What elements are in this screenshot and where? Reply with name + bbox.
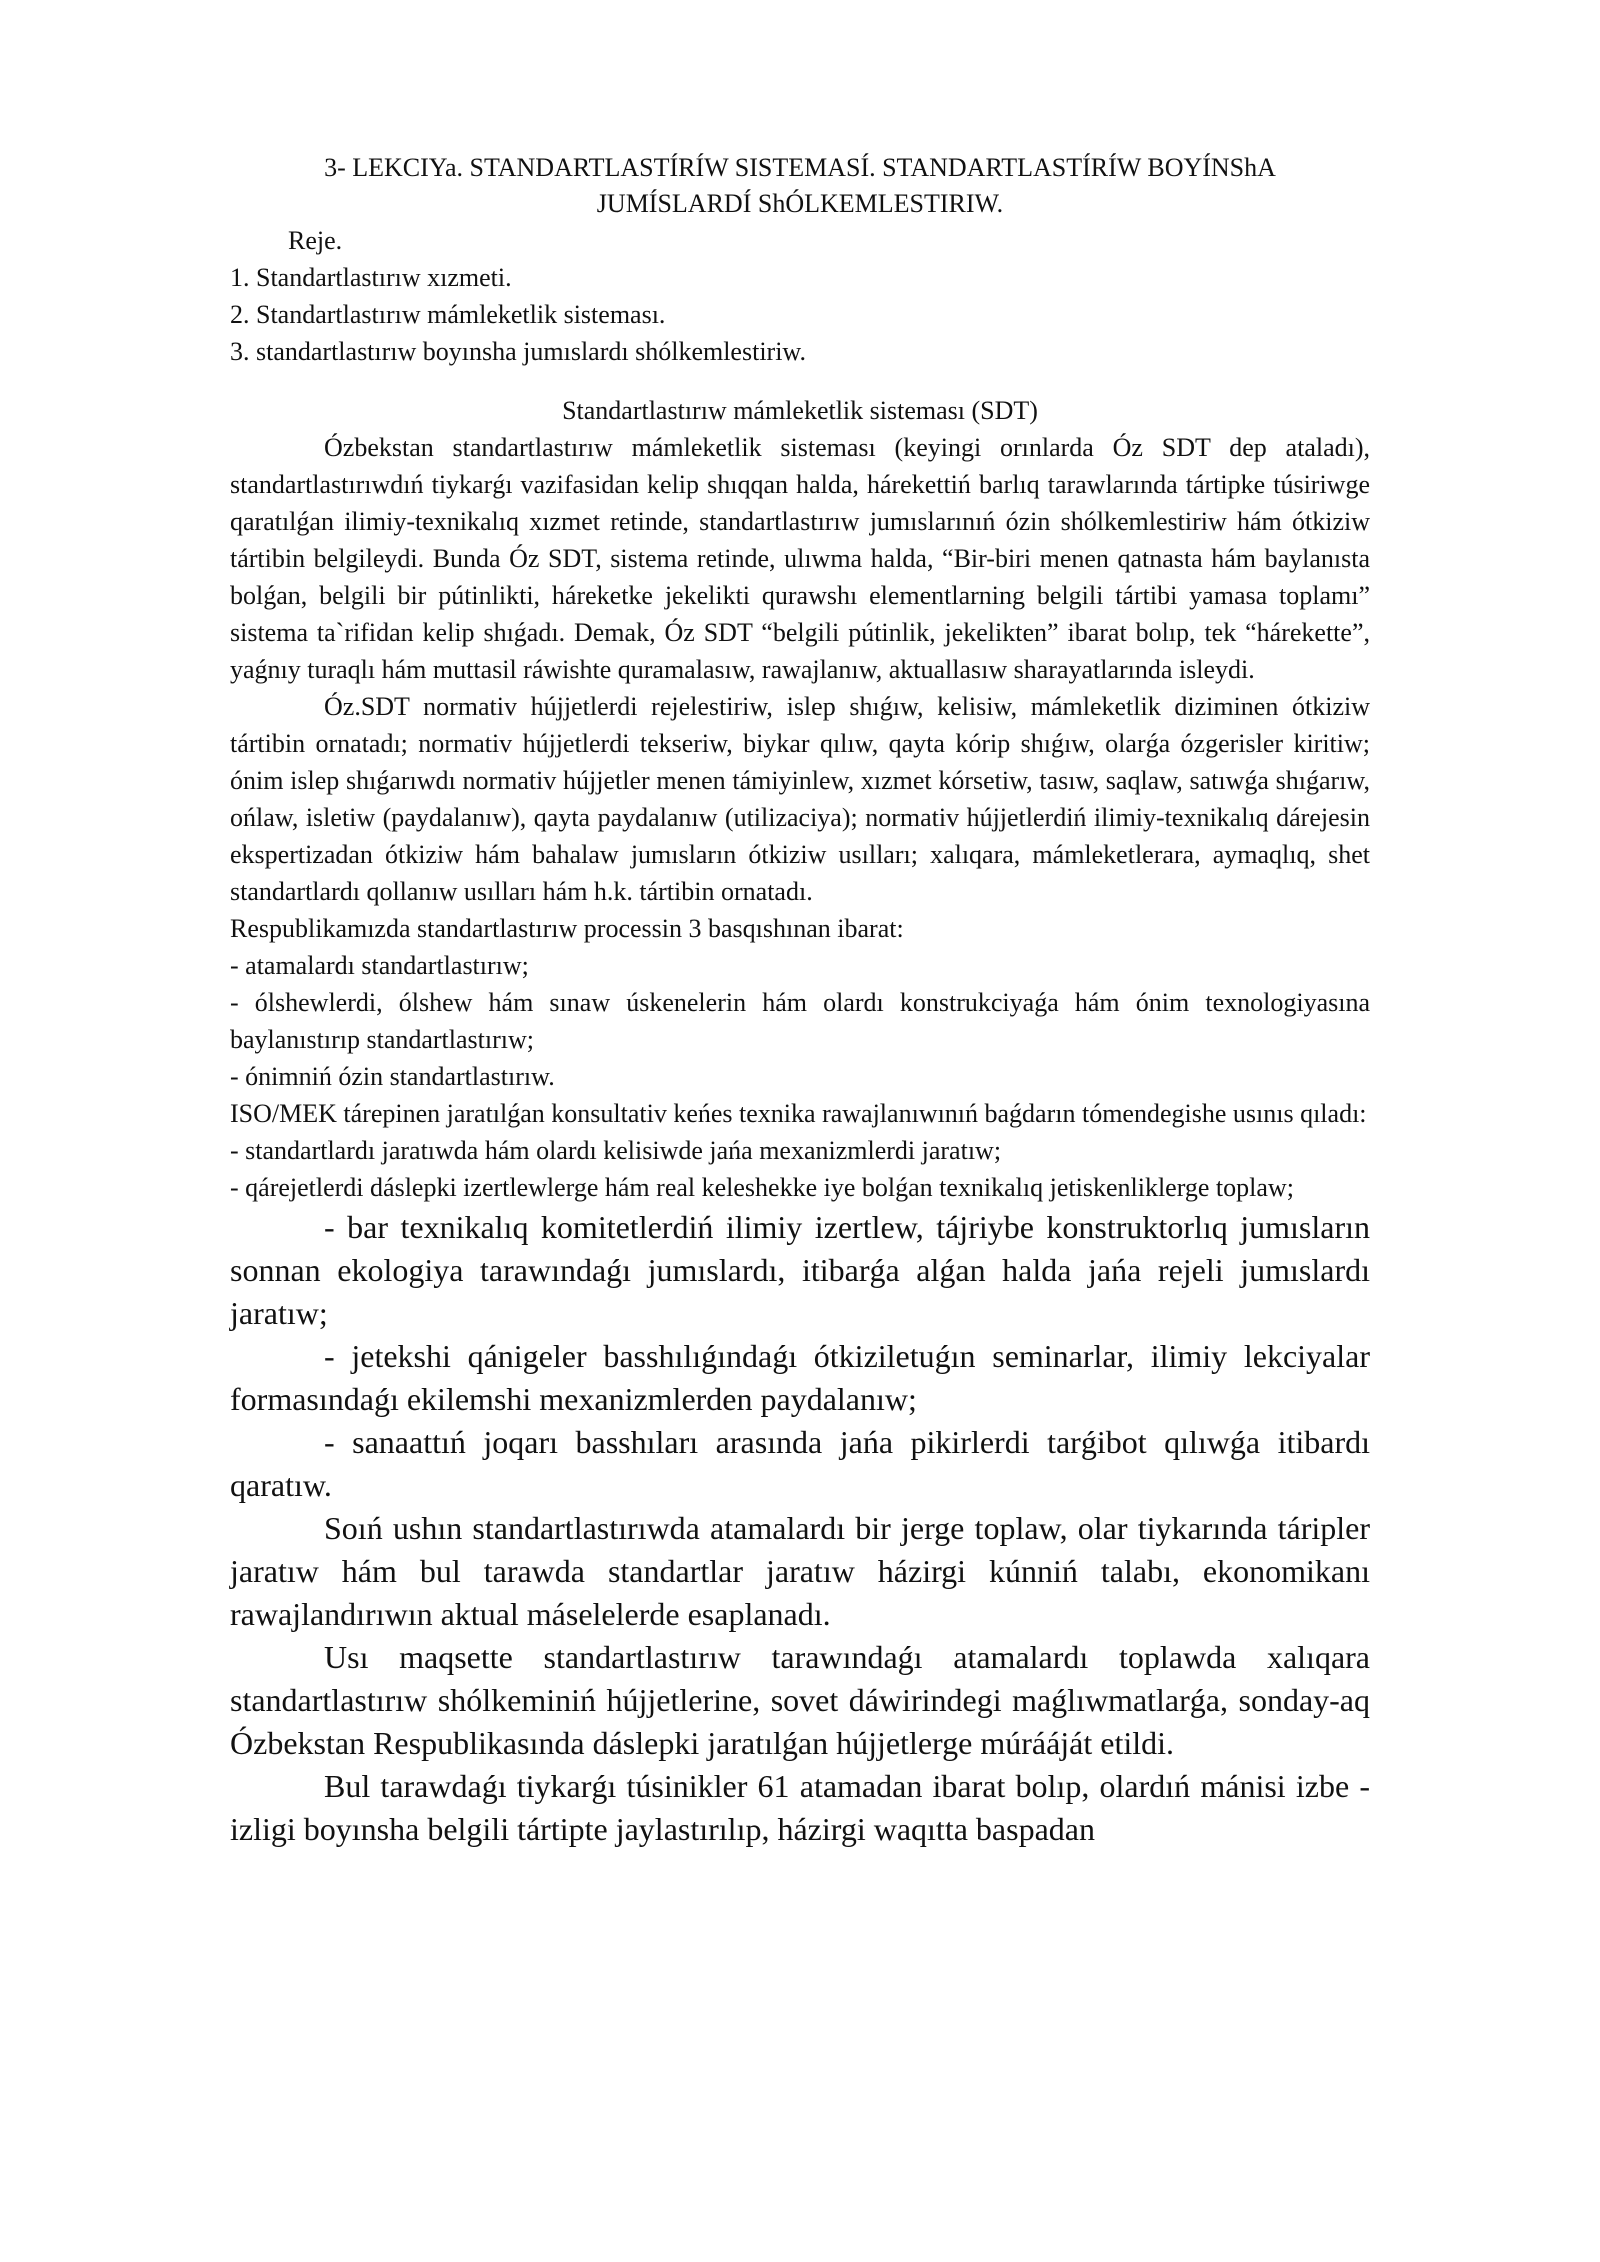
plan-item-2: 2. Standartlastırıw mámleketlik sisteması. <box>230 300 666 329</box>
list-item-1: - atamalardı standartlastırıw; <box>230 951 529 980</box>
iso-item-1: - standartlardı jaratıwda hám olardı kelisiwde jańa mexanizmlerdi jaratıw; <box>230 1136 1002 1165</box>
iso-item-4: - jetekshi qánigeler basshılıǵındaǵı ótkiziletuǵın seminarlar, ilimiy lekciyalar formasındaǵı ekilemshi mexanizmlerden paydalanıw; <box>230 1338 1370 1417</box>
iso-item-2: - qárejetlerdi dáslepki izertlewlerge hám real keleshekke iye bolǵan texnikalıq jetiskenliklerge toplaw; <box>230 1173 1294 1202</box>
paragraph-sdt-procedures: Óz.SDT normativ hújjetlerdi rejelestiriw, islep shıǵıw, kelisiw, mámleketlik diziminen ótkiziw tártibin ornatadı; normativ hújjetlerdi tekseriw, biykar qılıw, qayta kórip shıǵıw, olarǵa ózgerisler kiritiw; ónim islep shıǵarıwdı normativ hújjetler menen támiyinlew, xızmet kórsetiw, tasıw, saqlaw, satıwǵa shıǵarıw, ońlaw, isletiw (paydalanıw), qayta paydalanıw (utilizaciya); normativ hújjetlerdiń ilimiy-texnikalıq dárejesin ekspertizadan ótkiziw hám bahalaw jumısların ótkiziw usılları; xalıqara, mámleketlerara, aymaqlıq, shet standartlardı qollanıw usılları hám h.k. tártibin ornatadı. <box>230 692 1370 906</box>
plan-item-1: 1. Standartlastırıw xızmeti. <box>230 263 512 292</box>
lecture-title-line1: 3- LEKCIYa. STANDARTLASTÍRÍW SISTEMASÍ. STANDARTLASTÍRÍW BOYÍNShA <box>324 153 1276 182</box>
plan-block <box>230 222 1370 370</box>
main-text-large <box>230 1206 1370 1851</box>
list-item-2: - ólshewlerdi, ólshew hám sınaw úskenelerin hám olardı konstrukciyaǵa hám ónim texnologiyasına baylanıstırıp standartlastırıw; <box>230 988 1370 1054</box>
iso-item-5: - sanaattıń joqarı basshıları arasında jańa pikirlerdi tarǵibot qılıwǵa itibardı qaratıw. <box>230 1424 1370 1503</box>
document-page <box>230 150 1370 1851</box>
list-intro: Respublikamızda standartlastırıw processin 3 basqıshınan ibarat: <box>230 914 904 943</box>
paragraph-sources: Usı maqsette standartlastırıw tarawındaǵı atamalardı toplawda xalıqara standartlastırıw shólkeminiń hújjetlerine, sovet dáwirindegi maǵlıwmatlarǵa, sonday-aq Ózbekstan Respublikasında dáslepki jaratılǵan hújjetlerge múrááját etildi. <box>230 1639 1370 1761</box>
section-heading: Standartlastırıw mámleketlik sisteması (SDT) <box>562 396 1038 425</box>
lecture-title-line2: JUMÍSLARDÍ ShÓLKEMLESTIRIW. <box>596 189 1004 218</box>
paragraph-61-terms: Bul tarawdaǵı tiykarǵı túsinikler 61 atamadan ibarat bolıp, olardıń mánisi izbe - izligi boyınsha belgili tártipte jaylastırılıp, házirgi waqıtta baspadan <box>230 1768 1370 1847</box>
plan-heading: Reje. <box>288 226 343 255</box>
main-text-small <box>230 392 1370 1206</box>
paragraph-sdt-definition: Ózbekstan standartlastırıw mámleketlik sisteması (keyingi orınlarda Óz SDT dep ataladı), standartlastırıwdıń tiykarǵı vazifasidan kelip shıqqan halda, hárekettiń barlıq tarawlarında tártipke túsiriwge qaratılǵan ilimiy-texnikalıq xızmet retinde, standartlastırıw jumıslarınıń ózin shólkemlestiriw hám ótkiziw tártibin belgileydi. Bunda Óz SDT, sistema retinde, ulıwma halda, “Bir-biri menen qatnasta hám baylanısta bolǵan, belgili bir pútinlikti, háreketke jekelikti qurawshı elementlarning belgili tártibi yamasa toplamı” sistema ta`rifidan kelip shıǵadı. Demak, Óz SDT “belgili pútinlik, jekelikten” ibarat bolıp, tek “hárekette”, yaǵnıy turaqlı hám muttasil ráwishte quramalasıw, rawajlanıw, aktuallasıw sharayatlarında isleydi. <box>230 433 1370 684</box>
iso-intro: ISO/MEK tárepinen jaratılǵan konsultativ keńes texnika rawajlanıwınıń baǵdarın tómendegishe usınıs qıladı: <box>230 1099 1367 1128</box>
spacer <box>230 370 1370 392</box>
lecture-title <box>230 150 1370 222</box>
plan-item-3: 3. standartlastırıw boyınsha jumıslardı shólkemlestiriw. <box>230 337 807 366</box>
paragraph-terms-collection: Soıń ushın standartlastırıwda atamalardı bir jerge toplaw, olar tiykarında táripler jaratıw hám bul tarawda standartlar jaratıw házirgi kúnniń talabı, ekonomikanı rawajlandırıwın aktual máselelerde esaplanadı. <box>230 1510 1370 1632</box>
iso-item-3: - bar texnikalıq komitetlerdiń ilimiy izertlew, tájriybe konstruktorlıq jumısların sonnan ekologiya tarawındaǵı jumıslardı, itibarǵa alǵan halda jańa rejeli jumıslardı jaratıw; <box>230 1209 1370 1331</box>
list-item-3: - ónimniń ózin standartlastırıw. <box>230 1062 555 1091</box>
